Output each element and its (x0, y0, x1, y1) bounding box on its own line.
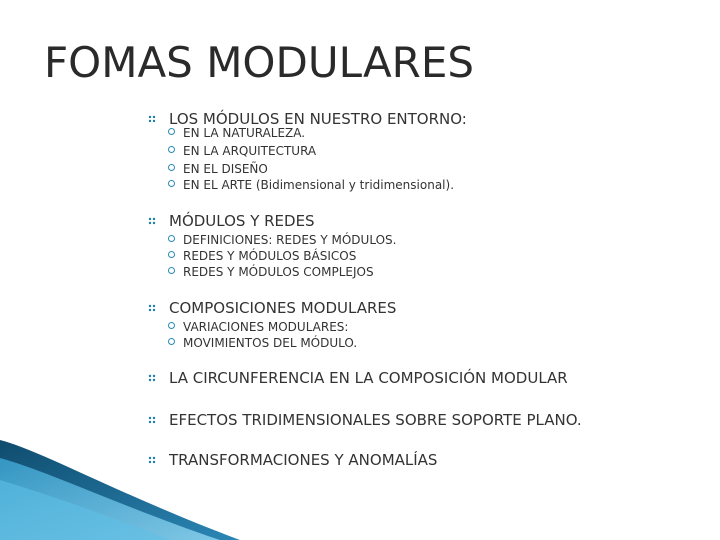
sub-item: REDES Y MÓDULOS COMPLEJOS (168, 265, 374, 279)
sub-item: DEFINICIONES: REDES Y MÓDULOS. (168, 233, 396, 247)
slide-title: FOMAS MODULARES (44, 38, 475, 87)
four-dot-bullet-icon (148, 217, 158, 227)
sub-item: EN LA NATURALEZA. (168, 126, 305, 140)
corner-decoration (0, 440, 240, 540)
hollow-circle-icon (168, 322, 175, 329)
hollow-circle-icon (168, 338, 175, 345)
four-dot-bullet-icon (148, 304, 158, 314)
four-dot-bullet-icon (148, 416, 158, 426)
hollow-circle-icon (168, 251, 175, 258)
section-label: TRANSFORMACIONES Y ANOMALÍAS (169, 451, 438, 469)
section-label: EFECTOS TRIDIMENSIONALES SOBRE SOPORTE PLANO. (169, 411, 582, 429)
sub-item: EN EL ARTE (Bidimensional y tridimensional). (168, 178, 454, 192)
sub-item: EN EL DISEÑO (168, 162, 268, 176)
sub-item: EN LA ARQUITECTURA (168, 144, 316, 158)
hollow-circle-icon (168, 128, 175, 135)
section-label: COMPOSICIONES MODULARES (169, 299, 397, 317)
sub-item: MOVIMIENTOS DEL MÓDULO. (168, 336, 357, 350)
section-label: MÓDULOS Y REDES (169, 212, 315, 230)
hollow-circle-icon (168, 180, 175, 187)
section-label: LOS MÓDULOS EN NUESTRO ENTORNO: (169, 110, 467, 128)
four-dot-bullet-icon (148, 115, 158, 125)
hollow-circle-icon (168, 267, 175, 274)
sub-item: REDES Y MÓDULOS BÁSICOS (168, 249, 356, 263)
section-label: LA CIRCUNFERENCIA EN LA COMPOSICIÓN MODULAR (169, 369, 568, 387)
four-dot-bullet-icon (148, 374, 158, 384)
hollow-circle-icon (168, 164, 175, 171)
hollow-circle-icon (168, 235, 175, 242)
sub-item: VARIACIONES MODULARES: (168, 320, 348, 334)
hollow-circle-icon (168, 146, 175, 153)
